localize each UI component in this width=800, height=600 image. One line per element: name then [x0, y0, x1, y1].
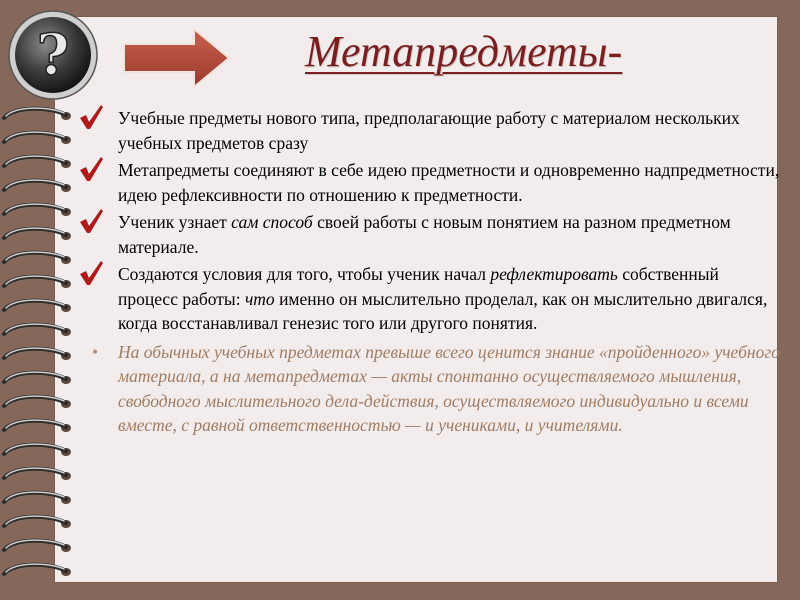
spiral-ring — [4, 468, 71, 480]
list-item-text: Ученик узнает сам способ своей работы с новым понятием на разном предметном материале. — [118, 212, 731, 257]
spiral-ring — [4, 444, 71, 456]
spiral-ring — [4, 204, 71, 216]
spiral-ring — [4, 156, 71, 168]
spiral-ring — [4, 372, 71, 384]
spiral-ring — [4, 180, 71, 192]
summary-note — [92, 340, 780, 438]
emphasis: сам способ — [231, 212, 313, 232]
emphasis: что — [244, 288, 275, 309]
checkmark-icon — [78, 259, 104, 287]
spiral-ring — [4, 492, 71, 504]
checkmark-icon — [78, 207, 104, 235]
list-item — [118, 262, 780, 336]
emphasis: рефлектировать — [490, 264, 618, 284]
arrow-right-icon — [122, 26, 232, 90]
spiral-ring — [4, 540, 71, 552]
spiral-ring — [4, 564, 71, 576]
checkmark-icon — [78, 155, 104, 183]
spiral-ring — [4, 396, 71, 408]
list-item-text: Учебные предметы нового типа, предполагающие работу с материалом нескольких учебных предметов сразу — [118, 108, 740, 153]
spiral-ring — [4, 420, 71, 432]
content-list — [92, 106, 780, 438]
spiral-ring — [4, 132, 71, 144]
list-item — [118, 106, 780, 155]
spiral-ring — [4, 276, 71, 288]
spiral-ring — [4, 252, 71, 264]
list-item — [118, 158, 780, 207]
checkmark-icon — [78, 103, 104, 131]
bullet-dot-icon: • — [92, 341, 99, 362]
list-item — [118, 210, 780, 259]
spiral-ring — [4, 228, 71, 240]
page-title: Метапредметы- — [305, 27, 623, 76]
svg-text:?: ? — [36, 22, 70, 88]
spiral-ring — [4, 108, 71, 120]
spiral-ring — [4, 300, 71, 312]
spiral-ring — [4, 516, 71, 528]
list-item-text: Создаются условия для того, чтобы ученик начал рефлектировать собственный процесс работы: что именно он мыслительно проделал, как он мыслительно двигался, когда восстанавливал генезис того или другого понятия. — [118, 264, 768, 333]
spiral-ring — [4, 348, 71, 360]
list-item-text: Метапредметы соединяют в себе идею предметности и одновременно надпредметности, идею рефлексивности по отношению к предметности. — [118, 160, 780, 205]
summary-note-text: На обычных учебных предметах превыше всего ценится знание «пройденного» учебного материала, а на метапредметах — акты спонтанно осуществляемого мышления, свободного мыслительного дела-действия, осуществляемого индивидуально и всеми вместе, с равной ответственностью — и учениками, и учителями. — [118, 341, 780, 435]
spiral-ring — [4, 324, 71, 336]
question-mark-icon[interactable] — [6, 8, 100, 102]
